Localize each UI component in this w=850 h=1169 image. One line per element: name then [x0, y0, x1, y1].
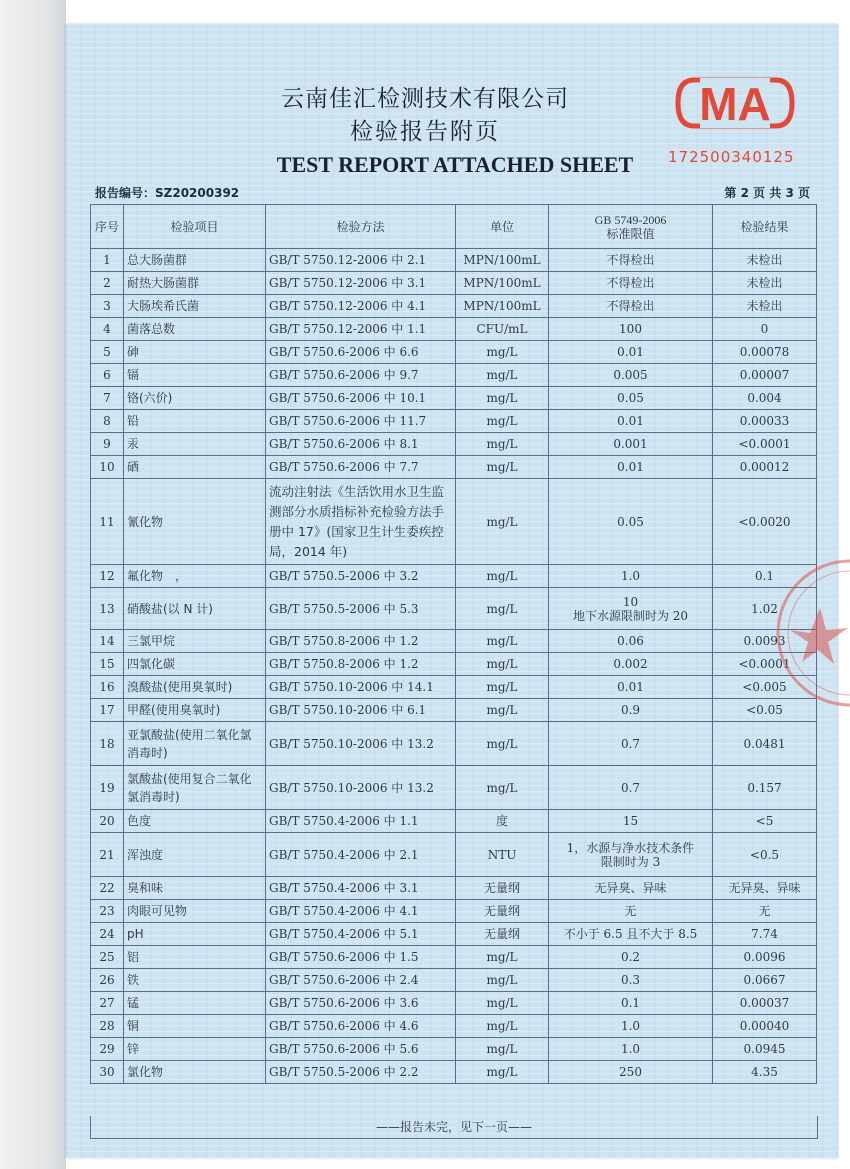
- header-limit-standard: GB 5749-2006: [594, 212, 667, 227]
- table-row: [91, 946, 817, 969]
- row-number: 27: [91, 992, 124, 1015]
- row-method: GB/T 5750.6-2006 中 7.7: [266, 456, 456, 479]
- row-method: GB/T 5750.12-2006 中 1.1: [266, 318, 456, 341]
- row-result: 0.00033: [713, 410, 817, 433]
- row-item: 甲醛(使用臭氧时): [124, 699, 266, 722]
- row-method: GB/T 5750.5-2006 中 5.3: [266, 588, 456, 630]
- row-unit: 无量纲: [456, 877, 549, 900]
- row-number: 17: [91, 699, 124, 722]
- row-limit: 100: [549, 318, 713, 341]
- row-unit: mg/L: [456, 1015, 549, 1038]
- row-result: 无: [713, 900, 817, 923]
- row-item: 亚氯酸盐(使用二氧化氯消毒时): [124, 722, 266, 766]
- row-method: GB/T 5750.6-2006 中 1.5: [266, 946, 456, 969]
- row-limit: 0.3: [549, 969, 713, 992]
- row-unit: 无量纲: [456, 923, 549, 946]
- row-limit: 15: [549, 810, 713, 833]
- row-limit-line2: 限制时为 3: [600, 854, 661, 869]
- row-unit: mg/L: [456, 676, 549, 699]
- row-limit: 0.05: [549, 479, 713, 565]
- row-unit: NTU: [456, 833, 549, 877]
- row-result: <0.05: [713, 699, 817, 722]
- row-number: 21: [91, 833, 124, 877]
- row-item: 铁: [124, 969, 266, 992]
- row-method: 流动注射法《生活饮用水卫生监测部分水质指标补充检验方法手册中 17》(国家卫生计生委疾控局，2014 年): [266, 479, 456, 565]
- row-result: 未检出: [713, 295, 817, 318]
- row-item: 铝: [124, 946, 266, 969]
- table-row: [91, 923, 817, 946]
- row-result: 0.0481: [713, 722, 817, 766]
- row-unit: 无量纲: [456, 900, 549, 923]
- row-number: 22: [91, 877, 124, 900]
- table-header-row: [91, 205, 817, 249]
- row-result: 0.157: [713, 766, 817, 810]
- row-limit-line1: 10: [622, 594, 639, 609]
- row-number: 15: [91, 653, 124, 676]
- row-item: 氟化物 ，: [124, 565, 266, 588]
- row-item: 铬(六价): [124, 387, 266, 410]
- row-method: GB/T 5750.5-2006 中 2.2: [266, 1061, 456, 1084]
- row-number: 12: [91, 565, 124, 588]
- row-result: 4.35: [713, 1061, 817, 1084]
- row-limit: 0.05: [549, 387, 713, 410]
- row-number: 23: [91, 900, 124, 923]
- row-method: GB/T 5750.4-2006 中 2.1: [266, 833, 456, 877]
- table-row: [91, 295, 817, 318]
- row-number: 18: [91, 722, 124, 766]
- row-method: GB/T 5750.10-2006 中 6.1: [266, 699, 456, 722]
- row-item: 锌: [124, 1038, 266, 1061]
- row-number: 7: [91, 387, 124, 410]
- row-result: <0.0001: [713, 433, 817, 456]
- table-row: [91, 588, 817, 630]
- row-number: 3: [91, 295, 124, 318]
- row-unit: mg/L: [456, 766, 549, 810]
- row-item: 氰化物: [124, 479, 266, 565]
- row-method: GB/T 5750.6-2006 中 5.6: [266, 1038, 456, 1061]
- row-result: 0.00007: [713, 364, 817, 387]
- row-method: GB/T 5750.12-2006 中 2.1: [266, 249, 456, 272]
- table-body: [91, 249, 817, 1084]
- row-limit: 无异臭、异味: [549, 877, 713, 900]
- company-name: 云南佳汇检测技术有限公司: [281, 86, 569, 112]
- header-method: 检验方法: [266, 205, 456, 249]
- row-method: GB/T 5750.6-2006 中 2.4: [266, 969, 456, 992]
- row-unit: mg/L: [456, 1061, 549, 1084]
- row-limit: 0.01: [549, 410, 713, 433]
- row-limit: [549, 833, 713, 877]
- table-row: [91, 969, 817, 992]
- row-limit-line2: 地下水源限制时为 20: [572, 608, 689, 623]
- row-unit: mg/L: [456, 1038, 549, 1061]
- row-number: 26: [91, 969, 124, 992]
- row-number: 10: [91, 456, 124, 479]
- table-row: [91, 722, 817, 766]
- row-limit: 0.2: [549, 946, 713, 969]
- red-seal-stamp: [770, 548, 850, 718]
- row-unit: mg/L: [456, 433, 549, 456]
- row-unit: mg/L: [456, 387, 549, 410]
- row-limit: 1.0: [549, 1038, 713, 1061]
- row-unit: MPN/100mL: [456, 249, 549, 272]
- report-number: 报告编号：SZ20200392: [95, 186, 240, 200]
- row-item: 汞: [124, 433, 266, 456]
- header-result: 检验结果: [713, 205, 817, 249]
- row-number: 13: [91, 588, 124, 630]
- row-limit: 1.0: [549, 565, 713, 588]
- row-result: 7.74: [713, 923, 817, 946]
- continuation-note: ——报告未完，见下一页——: [90, 1116, 818, 1139]
- row-number: 6: [91, 364, 124, 387]
- row-result: 1.02: [713, 588, 817, 630]
- row-method: GB/T 5750.12-2006 中 4.1: [266, 295, 456, 318]
- row-number: 16: [91, 676, 124, 699]
- row-item: 耐热大肠菌群: [124, 272, 266, 295]
- table-row: [91, 1061, 817, 1084]
- row-item: 锰: [124, 992, 266, 1015]
- table-row: [91, 877, 817, 900]
- row-method: GB/T 5750.8-2006 中 1.2: [266, 653, 456, 676]
- row-method: GB/T 5750.8-2006 中 1.2: [266, 630, 456, 653]
- page-info: 第 2 页 共 3 页: [724, 186, 810, 200]
- table-row: [91, 1038, 817, 1061]
- table-row: [91, 676, 817, 699]
- row-item: 镉: [124, 364, 266, 387]
- row-unit: mg/L: [456, 653, 549, 676]
- row-item: 大肠埃希氏菌: [124, 295, 266, 318]
- row-item: 肉眼可见物: [124, 900, 266, 923]
- sheet-title-en: TEST REPORT ATTACHED SHEET: [276, 152, 634, 177]
- row-limit: 0.9: [549, 699, 713, 722]
- row-unit: mg/L: [456, 479, 549, 565]
- row-item: 氯化物: [124, 1061, 266, 1084]
- row-item: 铅: [124, 410, 266, 433]
- row-result: 0.0667: [713, 969, 817, 992]
- row-limit: [549, 588, 713, 630]
- row-number: 5: [91, 341, 124, 364]
- table-row: [91, 410, 817, 433]
- row-limit: 0.01: [549, 456, 713, 479]
- row-number: 14: [91, 630, 124, 653]
- row-method: GB/T 5750.5-2006 中 3.2: [266, 565, 456, 588]
- row-method: GB/T 5750.6-2006 中 6.6: [266, 341, 456, 364]
- row-method: GB/T 5750.6-2006 中 3.6: [266, 992, 456, 1015]
- row-number: 29: [91, 1038, 124, 1061]
- row-item: 砷: [124, 341, 266, 364]
- header-no: 序号: [91, 205, 124, 249]
- table-row: [91, 387, 817, 410]
- row-unit: MPN/100mL: [456, 272, 549, 295]
- row-method: GB/T 5750.6-2006 中 10.1: [266, 387, 456, 410]
- header-limit: [549, 205, 713, 249]
- table-row: [91, 272, 817, 295]
- row-item: 总大肠菌群: [124, 249, 266, 272]
- row-method: GB/T 5750.10-2006 中 14.1: [266, 676, 456, 699]
- row-method: GB/T 5750.10-2006 中 13.2: [266, 766, 456, 810]
- row-result: 0.00078: [713, 341, 817, 364]
- row-unit: mg/L: [456, 588, 549, 630]
- row-item: 四氯化碳: [124, 653, 266, 676]
- row-method: GB/T 5750.4-2006 中 3.1: [266, 877, 456, 900]
- table-row: [91, 653, 817, 676]
- row-method: GB/T 5750.6-2006 中 8.1: [266, 433, 456, 456]
- row-result: 0.1: [713, 565, 817, 588]
- row-result: 0.0093: [713, 630, 817, 653]
- cma-certificate-number: 172500340125: [668, 148, 795, 166]
- row-method: GB/T 5750.10-2006 中 13.2: [266, 722, 456, 766]
- row-result: 0: [713, 318, 817, 341]
- row-limit: 不得检出: [549, 295, 713, 318]
- row-method: GB/T 5750.4-2006 中 5.1: [266, 923, 456, 946]
- table-row: [91, 900, 817, 923]
- row-item: 硒: [124, 456, 266, 479]
- sheet-title-cn: 检验报告附页: [350, 119, 500, 145]
- table-row: [91, 766, 817, 810]
- row-result: 未检出: [713, 272, 817, 295]
- header-limit-label: 标准限值: [606, 226, 655, 241]
- table-row: [91, 833, 817, 877]
- row-result: <0.0020: [713, 479, 817, 565]
- row-number: 24: [91, 923, 124, 946]
- row-number: 9: [91, 433, 124, 456]
- row-limit: 不小于 6.5 且不大于 8.5: [549, 923, 713, 946]
- row-unit: mg/L: [456, 969, 549, 992]
- row-unit: mg/L: [456, 722, 549, 766]
- row-unit: mg/L: [456, 341, 549, 364]
- row-unit: CFU/mL: [456, 318, 549, 341]
- row-number: 25: [91, 946, 124, 969]
- table-row: [91, 565, 817, 588]
- row-result: 0.0945: [713, 1038, 817, 1061]
- row-item: 色度: [124, 810, 266, 833]
- row-unit: mg/L: [456, 699, 549, 722]
- row-result: <0.0001: [713, 653, 817, 676]
- row-limit: 250: [549, 1061, 713, 1084]
- row-result: 0.0096: [713, 946, 817, 969]
- row-item: 浑浊度: [124, 833, 266, 877]
- row-result: 无异臭、异味: [713, 877, 817, 900]
- table-row: [91, 1015, 817, 1038]
- table-row: [91, 810, 817, 833]
- row-limit-line1: 1，水源与净水技术条件: [566, 840, 695, 855]
- row-number: 11: [91, 479, 124, 565]
- row-number: 30: [91, 1061, 124, 1084]
- row-limit: 无: [549, 900, 713, 923]
- row-item: 溴酸盐(使用臭氧时): [124, 676, 266, 699]
- row-item: 三氯甲烷: [124, 630, 266, 653]
- row-unit: mg/L: [456, 946, 549, 969]
- row-number: 8: [91, 410, 124, 433]
- row-result: 0.00037: [713, 992, 817, 1015]
- row-result: 0.00040: [713, 1015, 817, 1038]
- test-results-table: [90, 204, 817, 1084]
- row-unit: mg/L: [456, 992, 549, 1015]
- table-row: [91, 479, 817, 565]
- row-item: 臭和味: [124, 877, 266, 900]
- table-row: [91, 433, 817, 456]
- header-unit: 单位: [456, 205, 549, 249]
- row-limit: 不得检出: [549, 272, 713, 295]
- row-limit: 不得检出: [549, 249, 713, 272]
- row-limit: 0.7: [549, 722, 713, 766]
- table-row: [91, 456, 817, 479]
- row-limit: 0.06: [549, 630, 713, 653]
- row-number: 20: [91, 810, 124, 833]
- row-number: 2: [91, 272, 124, 295]
- row-unit: mg/L: [456, 565, 549, 588]
- row-item: 硝酸盐(以 N 计): [124, 588, 266, 630]
- row-limit: 0.1: [549, 992, 713, 1015]
- row-item: 菌落总数: [124, 318, 266, 341]
- row-method: GB/T 5750.12-2006 中 3.1: [266, 272, 456, 295]
- cma-logo-text: MA: [699, 78, 771, 130]
- row-number: 19: [91, 766, 124, 810]
- row-limit: 1.0: [549, 1015, 713, 1038]
- table-row: [91, 364, 817, 387]
- table-row: [91, 699, 817, 722]
- row-method: GB/T 5750.6-2006 中 9.7: [266, 364, 456, 387]
- row-result: 0.004: [713, 387, 817, 410]
- row-method: GB/T 5750.6-2006 中 11.7: [266, 410, 456, 433]
- row-method: GB/T 5750.4-2006 中 1.1: [266, 810, 456, 833]
- row-limit: 0.01: [549, 341, 713, 364]
- row-limit: 0.005: [549, 364, 713, 387]
- row-number: 28: [91, 1015, 124, 1038]
- row-result: <5: [713, 810, 817, 833]
- row-number: 4: [91, 318, 124, 341]
- row-unit: mg/L: [456, 456, 549, 479]
- table-row: [91, 249, 817, 272]
- row-item: pH: [124, 923, 266, 946]
- row-limit: 0.01: [549, 676, 713, 699]
- row-method: GB/T 5750.4-2006 中 4.1: [266, 900, 456, 923]
- row-result: <0.005: [713, 676, 817, 699]
- row-result: 未检出: [713, 249, 817, 272]
- row-item: 氯酸盐(使用复合二氧化氯消毒时): [124, 766, 266, 810]
- row-unit: mg/L: [456, 364, 549, 387]
- table-row: [91, 992, 817, 1015]
- header-item: 检验项目: [124, 205, 266, 249]
- row-unit: mg/L: [456, 630, 549, 653]
- row-number: 1: [91, 249, 124, 272]
- row-limit: 0.002: [549, 653, 713, 676]
- row-result: <0.5: [713, 833, 817, 877]
- table-row: [91, 630, 817, 653]
- row-method: GB/T 5750.6-2006 中 4.6: [266, 1015, 456, 1038]
- row-unit: MPN/100mL: [456, 295, 549, 318]
- row-limit: 0.7: [549, 766, 713, 810]
- row-unit: 度: [456, 810, 549, 833]
- row-result: 0.00012: [713, 456, 817, 479]
- row-unit: mg/L: [456, 410, 549, 433]
- table-row: [91, 341, 817, 364]
- table-row: [91, 318, 817, 341]
- cma-logo: [672, 74, 798, 132]
- row-item: 铜: [124, 1015, 266, 1038]
- row-limit: 0.001: [549, 433, 713, 456]
